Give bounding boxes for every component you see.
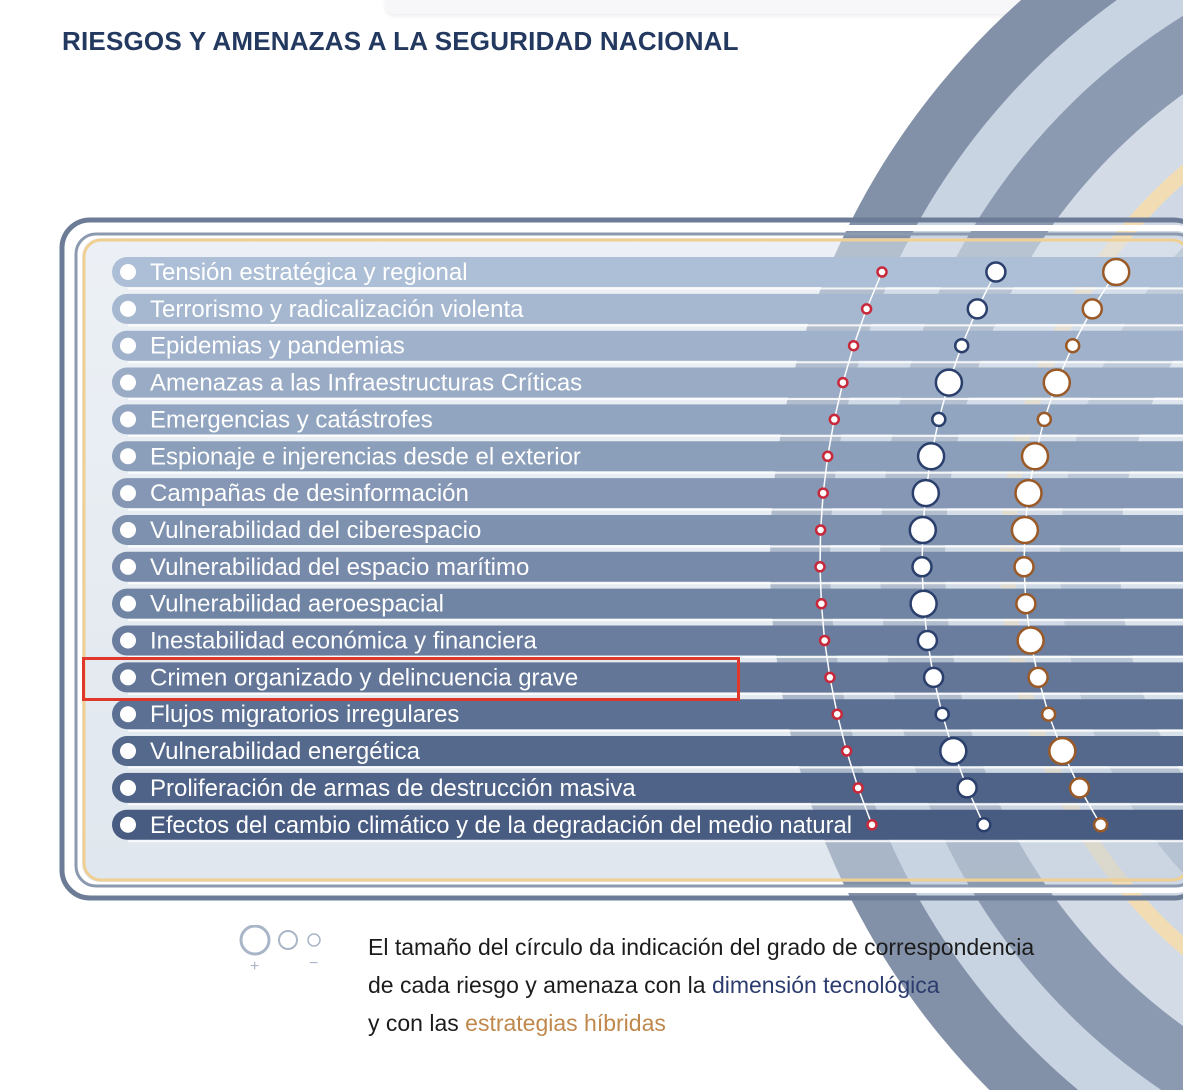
tech-dot <box>968 299 987 318</box>
tech-dot <box>913 480 939 506</box>
hybrid-dot <box>1049 738 1075 764</box>
tech-dot <box>932 413 945 426</box>
legend-line-1: El tamaño del círculo da indicación del grado de correspondencia <box>368 934 1035 960</box>
risk-bullet <box>120 338 136 354</box>
tech-dot <box>940 738 966 764</box>
tech-dot <box>918 631 937 650</box>
risk-bullet <box>120 743 136 759</box>
risk-bullet <box>120 448 136 464</box>
risk-bullet <box>120 411 136 427</box>
risk-bullet <box>120 301 136 317</box>
hybrid-dot <box>1029 668 1048 687</box>
risk-dot-red <box>820 636 829 645</box>
legend-tech-term: dimensión tecnológica <box>711 972 940 998</box>
hybrid-dot <box>1103 259 1129 285</box>
risk-dot-red <box>816 562 825 571</box>
risk-dot-red <box>878 268 887 277</box>
legend-plus: + <box>250 958 260 975</box>
tech-dot <box>977 818 990 831</box>
risk-dot-red <box>833 710 842 719</box>
risk-label: Proliferación de armas de destrucción masiva <box>150 774 636 802</box>
hybrid-dot <box>1022 443 1048 469</box>
risk-label: Efectos del cambio climático y de la degradación del medio natural <box>150 811 852 839</box>
legend-minus: − <box>309 955 319 972</box>
risk-label: Vulnerabilidad energética <box>150 738 420 766</box>
risk-label: Emergencias y catástrofes <box>150 406 433 434</box>
legend-line-3 <box>368 1004 1034 1042</box>
risk-dot-red <box>823 452 832 461</box>
risk-label: Epidemias y pandemias <box>150 332 405 360</box>
risk-dot-red <box>830 415 839 424</box>
risk-bullet <box>120 706 136 722</box>
risk-label: Vulnerabilidad del ciberespacio <box>150 516 482 544</box>
tech-dot <box>924 668 943 687</box>
hybrid-dot <box>1015 557 1034 576</box>
risk-dot-red <box>819 489 828 498</box>
tech-dot <box>936 370 962 396</box>
legend-medium-circle <box>279 931 297 949</box>
risk-label: Terrorismo y radicalización violenta <box>150 295 524 323</box>
hybrid-dot <box>1016 480 1042 506</box>
tech-dot <box>958 778 977 797</box>
risk-label: Campañas de desinformación <box>150 480 469 508</box>
risk-label: Amenazas a las Infraestructuras Críticas <box>150 369 583 397</box>
legend-hybrid-term: estrategias híbridas <box>465 1010 666 1036</box>
legend-large-circle <box>241 926 269 954</box>
risk-dot-red <box>849 341 858 350</box>
risk-bullet <box>120 596 136 612</box>
tech-dot <box>986 263 1005 282</box>
tech-dot <box>955 339 968 352</box>
risk-dot-red <box>868 820 877 829</box>
tech-dot <box>918 443 944 469</box>
legend-line-3-prefix: y con las <box>368 1010 466 1036</box>
tech-dot <box>913 557 932 576</box>
hybrid-dot <box>1042 708 1055 721</box>
risk-bullet <box>120 559 136 575</box>
tech-dot <box>936 708 949 721</box>
risk-label: Vulnerabilidad aeroespacial <box>150 590 444 618</box>
risk-bullet <box>120 780 136 796</box>
legend-text <box>368 928 1034 1042</box>
hybrid-dot <box>1066 339 1079 352</box>
legend-size-icon <box>235 925 335 975</box>
page-title: RIESGOS Y AMENAZAS A LA SEGURIDAD NACIONAL <box>62 26 739 56</box>
risk-dot-red <box>825 673 834 682</box>
risk-dot-red <box>854 783 863 792</box>
legend-small-circle <box>308 934 320 946</box>
legend-line-2 <box>368 966 1034 1004</box>
risk-label: Inestabilidad económica y financiera <box>150 627 537 655</box>
hybrid-dot <box>1070 778 1089 797</box>
risk-bullet <box>120 485 136 501</box>
risk-bullet <box>120 633 136 649</box>
risk-dot-red <box>817 599 826 608</box>
highlight-box <box>82 657 740 701</box>
hybrid-dot <box>1016 594 1035 613</box>
risk-bullet <box>120 817 136 833</box>
legend-line-2-prefix: de cada riesgo y amenaza con la <box>368 972 712 998</box>
hybrid-dot <box>1012 517 1038 543</box>
hybrid-dot <box>1044 370 1070 396</box>
tech-dot <box>911 591 937 617</box>
tech-dot <box>910 517 936 543</box>
risk-bullet <box>120 522 136 538</box>
risk-dot-red <box>862 304 871 313</box>
risk-label: Flujos migratorios irregulares <box>150 701 460 729</box>
risk-label: Espionaje e injerencias desde el exterior <box>150 443 581 471</box>
hybrid-dot <box>1018 628 1044 654</box>
hybrid-dot <box>1038 413 1051 426</box>
risk-label: Vulnerabilidad del espacio marítimo <box>150 553 530 581</box>
risk-label: Crimen organizado y delincuencia grave <box>150 664 579 692</box>
risk-dot-red <box>842 747 851 756</box>
hybrid-dot <box>1094 818 1107 831</box>
risk-label: Tensión estratégica y regional <box>150 259 468 286</box>
risk-dot-red <box>816 526 825 535</box>
hybrid-dot <box>1083 299 1102 318</box>
risk-bullet <box>120 264 136 280</box>
risk-bullet <box>120 375 136 391</box>
risk-dot-red <box>838 378 847 387</box>
